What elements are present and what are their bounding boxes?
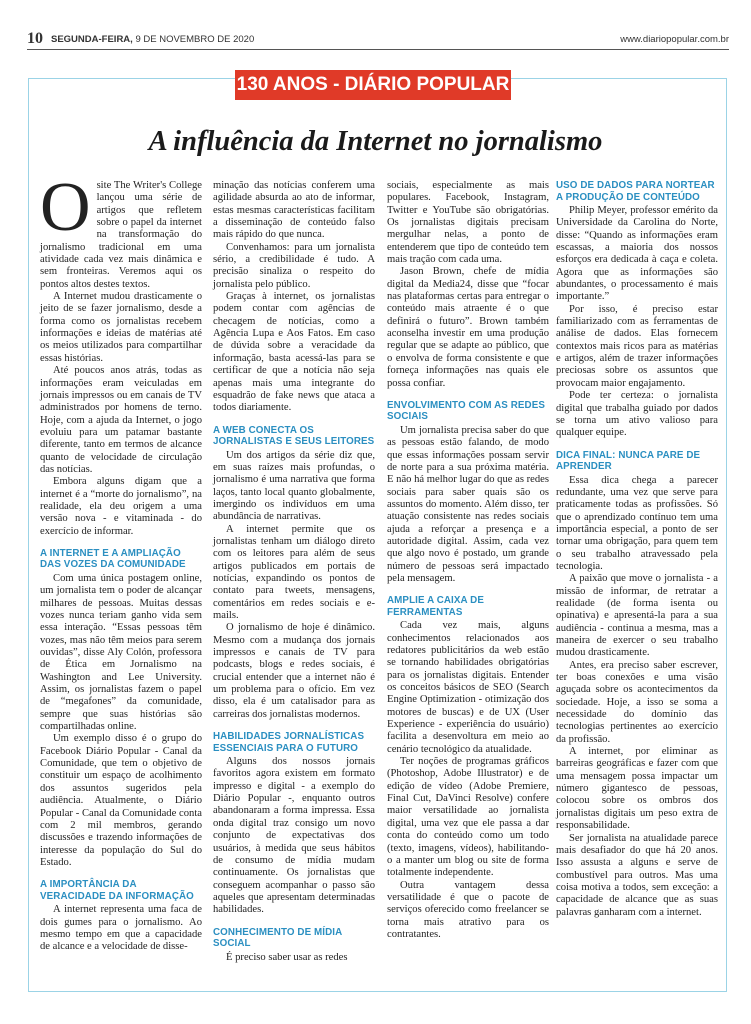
paragraph: A paixão que move o jornalista - a missão de informar, de retratar a realidade (de forma isenta ou opinativa) e apresentá-la para a sua audiência - continua a mesma, mas a maneira de exercer o seu trabalho mudou drasticamente. [556,573,718,659]
date-text: 9 DE NOVEMBRO DE 2020 [135,34,255,45]
header-divider [27,49,729,50]
paragraph: A Internet mudou drasticamente o jeito de se fazer jornalismo, desde a forma como os jornalistas recebem informações e ideias de matérias até os meios utilizados para compartilhar essas histórias. [40,291,202,364]
paragraph: Convenhamos: para um jornalista sério, a credibilidade é tudo. A precisão sinaliza o respeito do jornalista pelo público. [213,241,375,290]
site-url: www.diariopopular.com.br [620,34,729,45]
paragraph: Por isso, é preciso estar familiarizado com as ferramentas de análise de dados. Elas fornecem contextos mais ricos para as matérias e artigos, além de trazer informações preciosas sobre os assuntos que provocam maior engajamento. [556,303,718,389]
subheading: USO DE DADOS PARA NORTEAR A PRODUÇÃO DE CONTEÚDO [556,180,715,203]
paragraph: Um jornalista precisa saber do que as pessoas estão falando, de modo que essas informações possam servir de norte para a sua próxima matéria. E não há melhor lugar do que as redes sociais para saber quais são os assuntos do momento. Além disso, ter atuação consistente nas redes sociais ajuda a reforçar a presença e a autoridade digital. Assim, cada vez que algo novo é postado, um grande número de pessoas será impactado pela mensagem. [387,424,549,584]
article-column-4 [556,180,718,919]
subheading: A WEB CONECTA OS JORNALISTAS E SEUS LEITORES [213,424,375,448]
paragraph: Ser jornalista na atualidade parece mais desafiador do que há 20 anos. Isso assusta a alguns e serve de combustível para outros. Mas uma coisa motiva a todos, sem exceção: a capacidade de alcance que as suas palavras ganharam com a internet. [556,832,718,918]
article-column-1 [40,169,202,954]
subheading: DICA FINAL: NUNCA PARE DE APRENDER [556,449,701,473]
paragraph: A internet, por eliminar as barreiras geográficas e fazer com que uma mensagem possa impactar um número gigantesco de pessoas, colocou sobre os ombros dos jornalistas digitais um peso extra de responsabilidade. [556,746,718,832]
subheading: AMPLIE A CAIXA DE FERRAMENTAS [387,595,484,618]
paragraph: Jason Brown, chefe de mídia digital da Media24, disse que “focar nas plataformas certas para entregar o conteúdo mais atraente é o que definirá o futuro”. Brown também aconselha investir em uma produção regular que se adapte ao público, que o envolva de forma consistente e que forneça informações nas quais ele possa confiar. [387,266,549,389]
subheading: HABILIDADES JORNALÍSTICAS ESSENCIAIS PARA O FUTURO [213,731,365,754]
section-banner: 130 ANOS - DIÁRIO POPULAR [235,70,511,100]
paragraph: Graças à internet, os jornalistas podem contar com agências de checagem de notícias, como a Agência Lupa e Aos Fatos. Em caso de dúvida sobre a veracidade da informação, basta acessá-las para se certificar de que a notícia não seja apenas mais uma integrante do esquadrão de fake news que ataca a todos diariamente. [213,291,375,414]
paragraph: Osite The Writer's College lançou uma série de artigos que refletem sobre o papel da internet na transformação do jornalismo tradicional em uma atividade cada vez mais dinâmica e sem fronteiras. Veremos aqui os pontos altos destes textos. [40,169,202,290]
page-header [27,30,729,48]
paragraph: Pode ter certeza: o jornalista digital que trabalha guiado por dados se torna um ativo valioso para qualquer equipe. [556,390,718,439]
paragraph: Outra vantagem dessa versatilidade é que o pacote de serviços oferecido como freelancer se torna mais atrativo para os contratantes. [387,879,549,940]
publication-date [51,34,254,45]
page-number: 10 [27,30,43,47]
subheading: CONHECIMENTO DE MÍDIA SOCIAL [213,926,342,950]
subheading: A INTERNET E A AMPLIAÇÃO DAS VOZES DA COMUNIDADE [40,547,186,571]
paragraph: O jornalismo de hoje é dinâmico. Mesmo com a mudança dos jornais impressos e canais de TV para podcasts, blogs e redes sociais, é crucial entender que a internet não é um problema para o ofício. Em vez disso, ela é um catalisador para as carreiras dos jornalistas modernos. [213,622,375,720]
paragraph: Embora alguns digam que a internet é a “morte do jornalismo”, na realidade, ela deu origem a uma versão nova - e vitaminada - do exercício de informar. [40,476,202,537]
article-headline: A influência da Internet no jornalismo [148,126,603,157]
article-column-2 [213,180,375,964]
paragraph: Philip Meyer, professor emérito da Universidade da Carolina do Norte, disse: “Quando as informações eram escassas, a maioria dos nossos esforços era dedicada à caça e coleta. Agora que as informações são abundantes, o processamento é mais importante.” [556,205,718,303]
weekday: SEGUNDA-FEIRA, [51,34,133,45]
paragraph: A internet permite que os jornalistas tenham um diálogo direto com os leitores para além de seus artigos publicados em portais de notícias, expandindo os pontos de contato para tweets, mensagens, comentários em redes sociais e e-mails. [213,523,375,621]
drop-cap: O [40,169,91,246]
paragraph: Um exemplo disso é o grupo do Facebook Diário Popular - Canal da Comunidade, que tem o objetivo de constituir um espaço de acolhimento dos assuntos sugeridos pela audiência. Atualmente, o Diário Popular - Canal da Comunidade conta com 2 mil membros, gerando discussões e trazendo informações de interesse da população do Sul do Estado. [40,733,202,868]
paragraph: É preciso saber usar as redes [226,951,348,963]
paragraph: Cada vez mais, alguns conhecimentos relacionados aos redatores publicitários da web estão se tornando habilidades obrigatórias para os jornalistas digitais. Entender os conceitos básicos de SEO (Search Engine Optimization - otimização dos motores de buscas) e de UX (User Experience - experiência do usuário) facilita a desenvoltura em meio ao cenário tecnológico da atualidade. [387,620,549,755]
article-column-3 [387,180,549,941]
paragraph: minação das notícias conferem uma agilidade absurda ao ato de informar, estas mesmas características facilitam a disseminação de conteúdo falso mais rápido do que nunca. [213,180,375,241]
subheading: ENVOLVIMENTO COM AS REDES SOCIAIS [387,399,545,423]
paragraph: A internet representa uma faca de dois gumes para o jornalismo. Ao mesmo tempo em que a capacidade de alcance e a velocidade de disse- [40,904,202,953]
subheading: A IMPORTÂNCIA DA VERACIDADE DA INFORMAÇÃO [40,879,194,902]
paragraph: Até poucos anos atrás, todas as informações eram veiculadas em jornais impressos ou em canais de TV administrados por homens de terno. Hoje, com a ajuda da Internet, o jogo evoluiu para um patamar bastante diferente, tanto em termos de alcance quanto de velocidade de circulação das notícias. [40,365,202,475]
paragraph: sociais, especialmente as mais populares. Facebook, Instagram, Twitter e YouTube são obrigatórias. Os jornalistas digitais precisam mergulhar nelas, a ponto de entenderem que tipo de conteúdo tem mais tração com cada uma. [387,180,549,266]
paragraph: Antes, era preciso saber escrever, ter boas conexões e uma visão aguçada sobre os acontecimentos da sociedade. Hoje, a isso se soma a necessidade do domínio das tecnologias pertinentes ao exercício da profissão. [556,659,718,745]
paragraph: Alguns dos nossos jornais favoritos agora existem em formato impresso e digital - a exemplo do Diário Popular -, enquanto outros abandonaram a forma impressa. Essa onda digital traz consigo um novo conjunto de expectativas dos usuários, à medida que seus hábitos de consumo de mídia mudam continuamente. Os jornalistas que conseguem acompanhar o passo são aqueles que apresentam determinadas habilidades. [213,756,375,916]
paragraph: Um dos artigos da série diz que, em suas raízes mais profundas, o jornalismo é uma narrativa que forma laços, tanto local quanto globalmente, imergindo os indivíduos em uma abundância de narrativas. [213,449,375,523]
paragraph: Ter noções de programas gráficos (Photoshop, Adobe Illustrator) e de edição de vídeo (Adobe Premiere, Final Cut, DaVinci Resolve) confere maior versatilidade ao jornalista digital, uma vez que ele passa a dar conta do conteúdo como um todo (texto, imagens, vídeos), habilitando-o a manter um blog ou site de forma totalmente independente. [387,756,549,879]
paragraph: Com uma única postagem online, um jornalista tem o poder de alcançar milhares de pessoas. Muitas dessas vozes nunca teriam ganho vida sem essa interação. “Essas pessoas têm vozes, mas não têm meios para serem ouvidas”, disse Aly Colón, professora de Ética em Jornalismo na Washington and Lee University. Assim, os jornalistas fazem o papel de “megafones” da comunidade, sempre que suas histórias são compartilhadas online. [40,572,202,733]
paragraph: Essa dica chega a parecer redundante, uma vez que serve para praticamente todas as profissões. Só que o aprendizado contínuo tem uma importância especial, a ponto de ser tornar uma obrigação, para quem tem o seu trabalho atravessado pela tecnologia. [556,474,718,572]
